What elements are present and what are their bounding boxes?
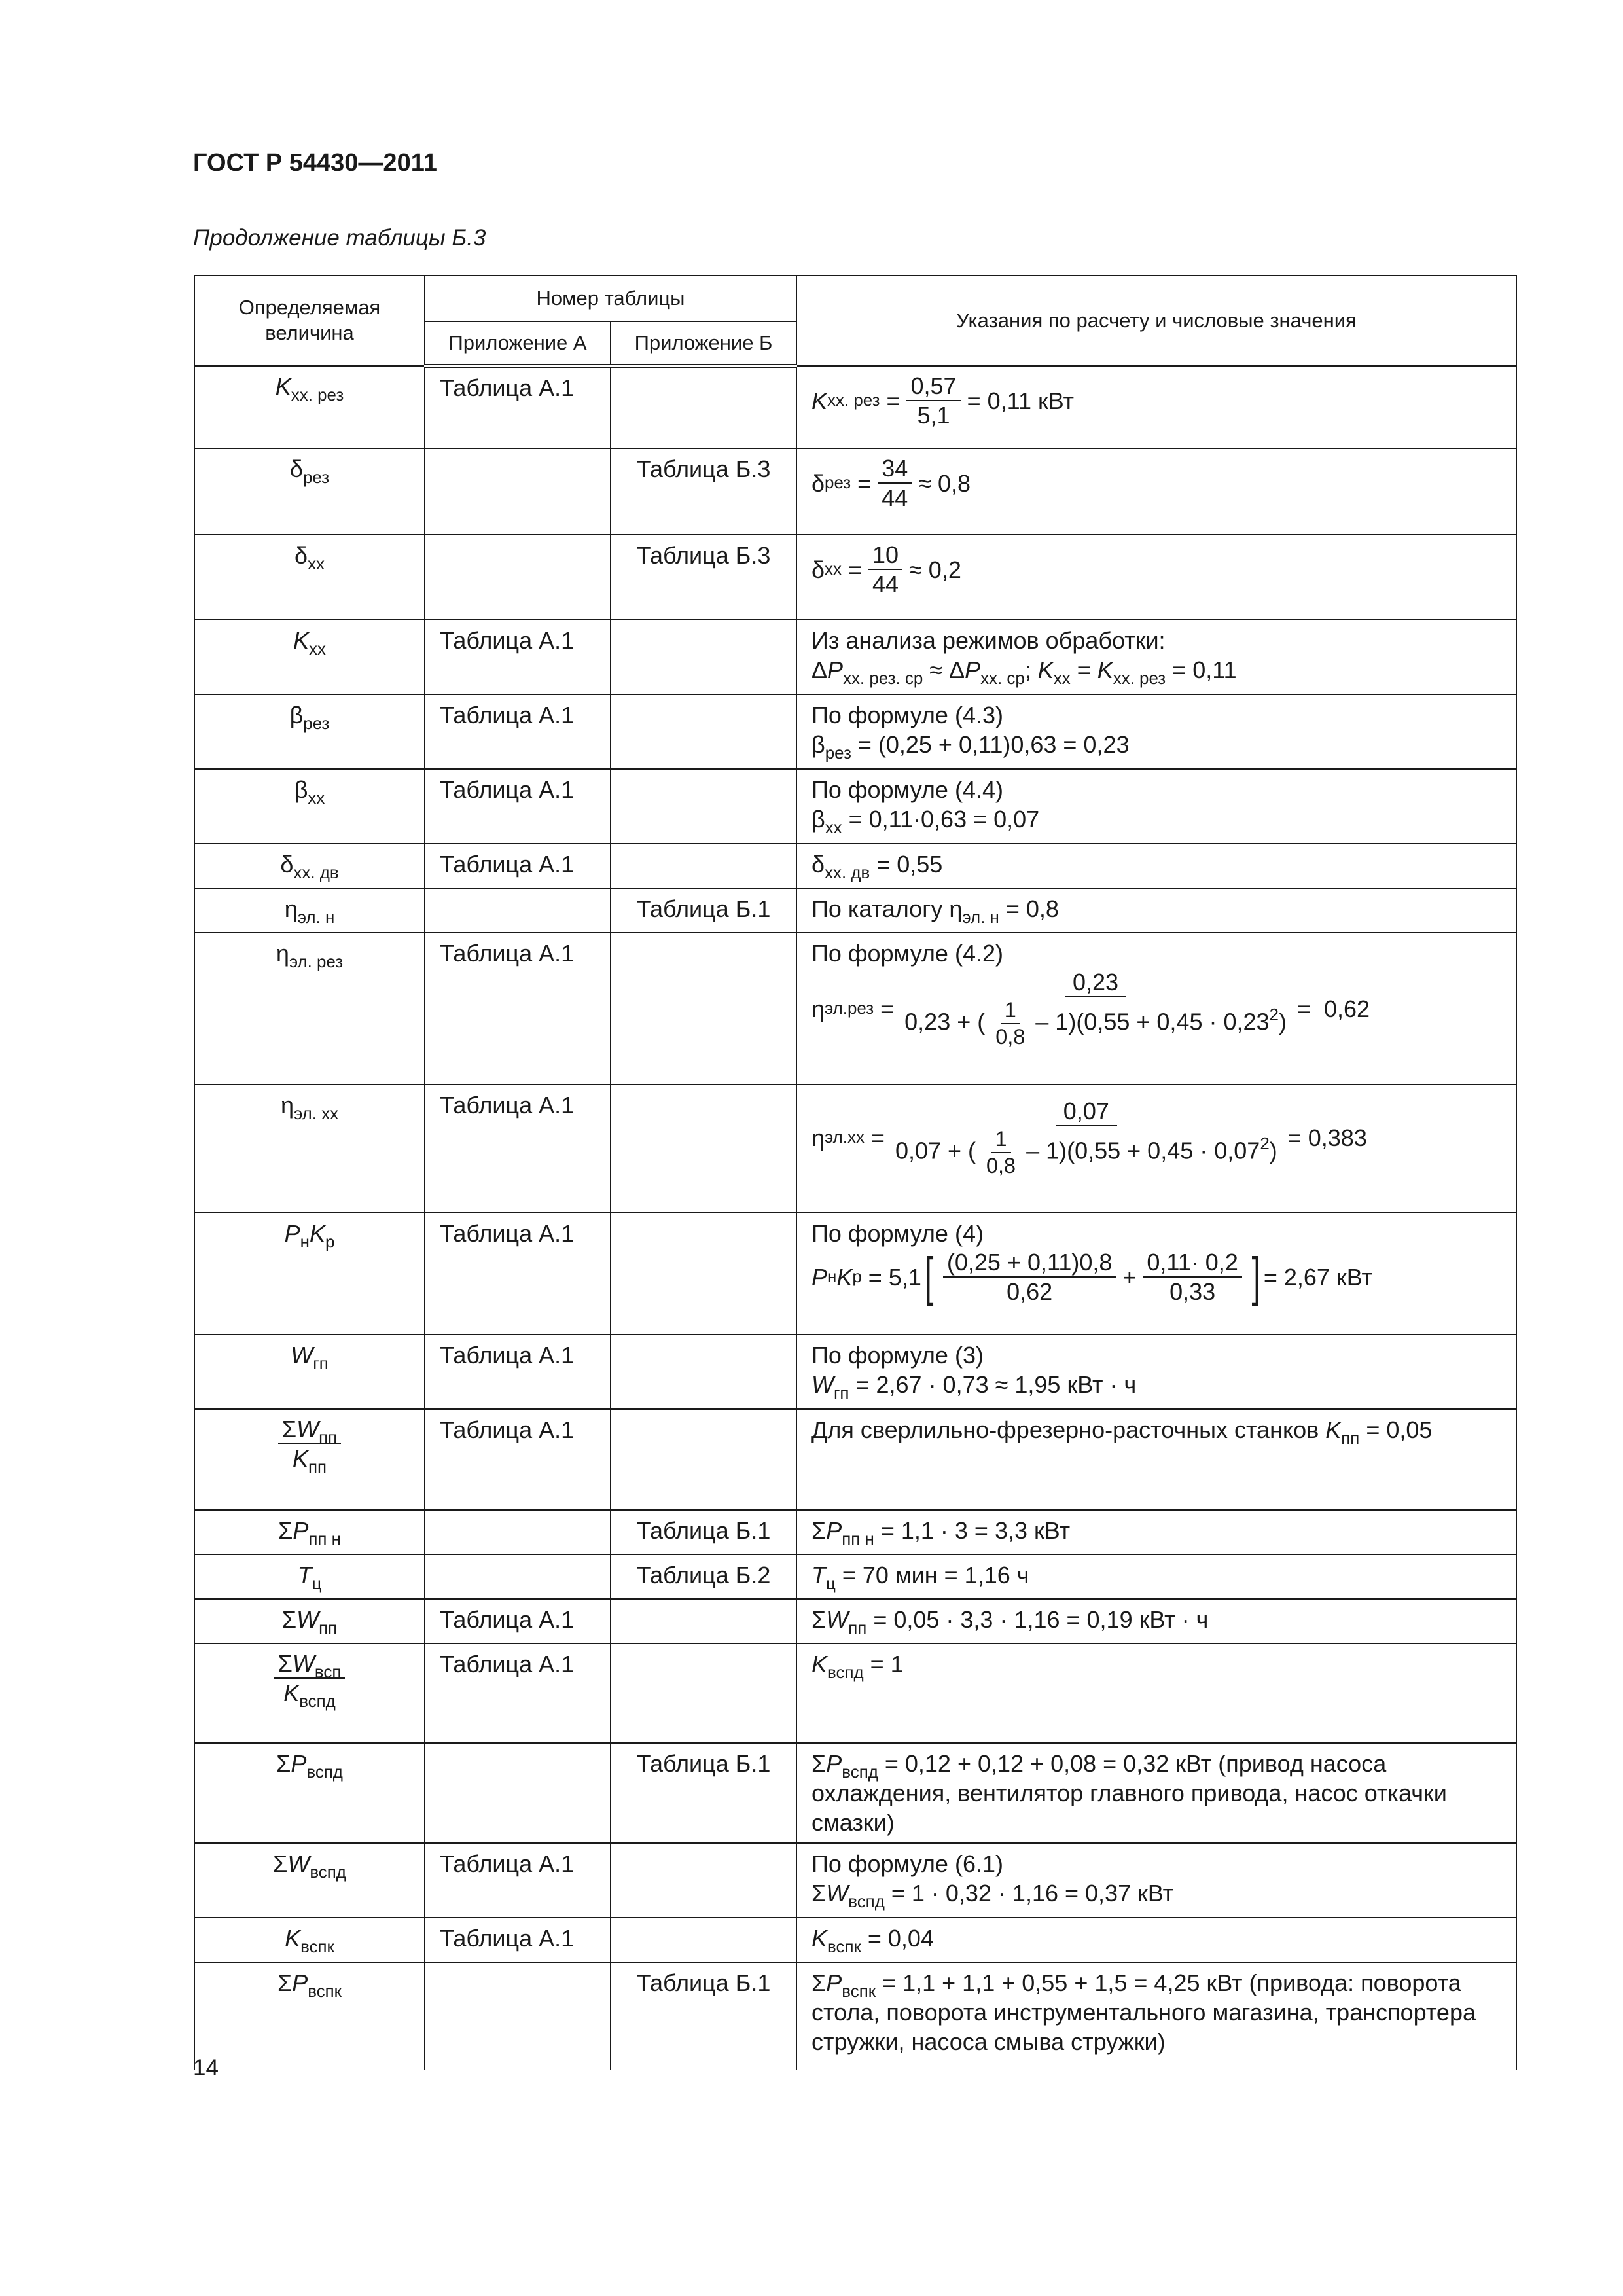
- appendix-b-cell: [611, 1643, 796, 1743]
- quantity-cell: $\eta_{эл. хх}$: [194, 1085, 425, 1213]
- appendix-a-cell: [425, 1962, 611, 2070]
- table-row: [194, 448, 1516, 535]
- appendix-a-cell: Таблица А.1: [425, 769, 611, 844]
- table-row: [194, 366, 1516, 448]
- appendix-b-cell: Таблица Б.3: [611, 535, 796, 620]
- appendix-b-cell: [611, 769, 796, 844]
- table-row: [194, 694, 1516, 769]
- notes-cell: По формуле (4.3) $\beta_{рез} = (0,25 + 0,11)0,63 = 0,23$: [796, 694, 1516, 769]
- notes-cell: $T_ц = 70$ мин = 1,16 ч: [796, 1554, 1516, 1599]
- table-row: [194, 620, 1516, 694]
- appendix-a-cell: Таблица А.1: [425, 1599, 611, 1643]
- appendix-a-cell: [425, 888, 611, 933]
- appendix-b-cell: [611, 1409, 796, 1510]
- table-row: [194, 535, 1516, 620]
- appendix-a-cell: Таблица А.1: [425, 694, 611, 769]
- table-row: [194, 1510, 1516, 1554]
- appendix-a-cell: [425, 1743, 611, 1843]
- quantity-cell: $K_{хх}$: [194, 620, 425, 694]
- notes-cell: По формуле (4) P н K р = 5,1 [ $\frac{(0,25 + 0,11)0,8}{0,62}$ + $\frac{0,11\cdot 0,2}{0,33}$ ] = 2,67 кВт: [796, 1213, 1516, 1335]
- table-row: [194, 1085, 1516, 1213]
- table-row: [194, 844, 1516, 888]
- table-row: [194, 1554, 1516, 1599]
- notes-cell: По формуле (4.4) $\beta_{хх} = 0,11\cdot 0,63 = 0,07$: [796, 769, 1516, 844]
- quantity-cell: $\beta_{рез}$: [194, 694, 425, 769]
- notes-cell: Для сверлильно-фрезерно-расточных станков $K_{пп} = 0,05$: [796, 1409, 1516, 1510]
- formula-ref: По формуле (4.3): [812, 702, 1003, 728]
- notes-cell: $K_{вспк} = 0,04$: [796, 1918, 1516, 1962]
- appendix-a-cell: Таблица А.1: [425, 1085, 611, 1213]
- appendix-b-cell: Таблица Б.2: [611, 1554, 796, 1599]
- formula-ref: По формуле (6.1): [812, 1850, 1003, 1877]
- document-title: ГОСТ Р 54430—2011: [193, 149, 437, 177]
- quantity-cell: $\eta_{эл. рез}$: [194, 933, 425, 1085]
- appendix-b-cell: [611, 933, 796, 1085]
- notes-cell: $\Sigma W_{пп} = 0,05 \cdot 3,3 \cdot 1,16 = 0,19$ кВт · ч: [796, 1599, 1516, 1643]
- calculation-table: [194, 275, 1517, 2070]
- appendix-b-cell: [611, 694, 796, 769]
- quantity-cell: $\Sigma P_{вспд}$: [194, 1743, 425, 1843]
- notes-cell: По каталогу $\eta_{эл. н} = 0,8$: [796, 888, 1516, 933]
- table-row: [194, 933, 1516, 1085]
- table-row: [194, 1409, 1516, 1510]
- appendix-a-cell: Таблица А.1: [425, 1213, 611, 1335]
- catalog-text: По каталогу: [812, 895, 943, 922]
- appendix-b-cell: [611, 366, 796, 448]
- table-row: [194, 769, 1516, 844]
- table-row: [194, 1962, 1516, 2070]
- quantity-cell: $\Sigma W_{вспд}$: [194, 1843, 425, 1918]
- notes-cell: $\Sigma P_{вспк} = 1,1 + 1,1 + 0,55 + 1,5 = 4,25$ кВт (привода: поворота стола, поворота инструментального магазина, транспортера стружки, насоса смыва стружки): [796, 1962, 1516, 2070]
- quantity-cell: $\Sigma P_{пп н}$: [194, 1510, 425, 1554]
- page-number: 14: [193, 2055, 219, 2081]
- appendix-b-cell: Таблица Б.1: [611, 1510, 796, 1554]
- appendix-a-cell: [425, 535, 611, 620]
- header-quantity: Определяемая величина: [194, 276, 425, 366]
- appendix-b-cell: [611, 1843, 796, 1918]
- notes-cell: По формуле (3) $W_{гп} = 2,67 \cdot 0,73 \approx 1,95$ кВт · ч: [796, 1335, 1516, 1409]
- appendix-a-cell: Таблица А.1: [425, 844, 611, 888]
- appendix-b-cell: [611, 1213, 796, 1335]
- quantity-cell: $T_ц$: [194, 1554, 425, 1599]
- appendix-a-cell: Таблица А.1: [425, 1335, 611, 1409]
- formula-ref: По формуле (4.4): [812, 776, 1003, 803]
- appendix-a-cell: Таблица А.1: [425, 366, 611, 448]
- appendix-b-cell: [611, 1335, 796, 1409]
- quantity-cell: $\frac{\Sigma W_{пп}}{K_{пп}}$: [194, 1409, 425, 1510]
- quantity-cell: $\frac{\Sigma W_{всп}}{K_{вспд}}$: [194, 1643, 425, 1743]
- appendix-a-cell: Таблица А.1: [425, 933, 611, 1085]
- quantity-cell: $\beta_{хх}$: [194, 769, 425, 844]
- table-row: [194, 1643, 1516, 1743]
- quantity-cell: $\delta_{хх. дв}$: [194, 844, 425, 888]
- quantity-cell: $K_{вспк}$: [194, 1918, 425, 1962]
- appendix-a-cell: [425, 448, 611, 535]
- header-notes: Указания по расчету и числовые значения: [796, 276, 1516, 366]
- appendix-b-cell: [611, 1599, 796, 1643]
- machine-type-text: Для сверлильно-фрезерно-расточных станков: [812, 1416, 1319, 1443]
- table-row: [194, 1843, 1516, 1918]
- quantity-cell: $\Sigma W_{пп}$: [194, 1599, 425, 1643]
- notes-cell: $\Sigma P_{пп н} = 1,1 \cdot 3 = 3,3$ кВт: [796, 1510, 1516, 1554]
- appendix-a-cell: Таблица А.1: [425, 1918, 611, 1962]
- formula-ref: По формуле (3): [812, 1342, 984, 1369]
- formula-ref: По формуле (4): [812, 1220, 984, 1247]
- appendix-b-cell: [611, 1085, 796, 1213]
- quantity-cell: $\eta_{эл. н}$: [194, 888, 425, 933]
- appendix-a-cell: Таблица А.1: [425, 620, 611, 694]
- notes-cell: δ хх = $\frac{10}{44}$ ≈ 0,2: [796, 535, 1516, 620]
- table-row: [194, 1918, 1516, 1962]
- appendix-a-cell: Таблица А.1: [425, 1643, 611, 1743]
- appendix-a-cell: [425, 1510, 611, 1554]
- quantity-cell: $K_{хх. рез}$: [194, 366, 425, 448]
- aux-drives-text: (привод насоса охлаждения, вентилятор главного привода, насос откачки смазки): [812, 1750, 1447, 1836]
- appendix-b-cell: [611, 620, 796, 694]
- formula-ref: По формуле (4.2): [812, 940, 1003, 967]
- quantity-cell: $\delta_{рез}$: [194, 448, 425, 535]
- table-row: [194, 1213, 1516, 1335]
- notes-cell: $\delta_{хх. дв} = 0,55$: [796, 844, 1516, 888]
- notes-cell: η эл.хх = 0,07 0,07 + ( $\frac{1}{0,8}$ – $1)(0,55 + 0,45 \cdot 0,07^2)$ = 0,383: [796, 1085, 1516, 1213]
- table-row: [194, 888, 1516, 933]
- appendix-b-cell: Таблица Б.1: [611, 1962, 796, 2070]
- header-appendix-a: Приложение А: [425, 321, 611, 366]
- quantity-cell: $W_{гп}$: [194, 1335, 425, 1409]
- table-row: [194, 1599, 1516, 1643]
- table-continuation-caption: Продолжение таблицы Б.3: [193, 225, 486, 251]
- appendix-b-cell: [611, 844, 796, 888]
- quantity-cell: $\delta_{хх}$: [194, 535, 425, 620]
- notes-cell: Из анализа режимов обработки: $\Delta P_{хх. рез. ср} \approx \Delta P_{хх. ср}$; $K_{хх} = K_{хх. рез} = 0,11$: [796, 620, 1516, 694]
- appendix-b-cell: [611, 1918, 796, 1962]
- notes-cell: $\Sigma P_{вспд} = 0,12 + 0,12 + 0,08 = 0,32$ кВт (привод насоса охлаждения, вентилятор главного привода, насос откачки смазки): [796, 1743, 1516, 1843]
- notes-cell: По формуле (4.2) η эл.рез = 0,23 0,23 + ( $\frac{1}{0,8}$ – $1)(0,55 + 0,45 \cdot 0,23^2)$ = 0,62: [796, 933, 1516, 1085]
- notes-cell: $K_{вспд} = 1$: [796, 1643, 1516, 1743]
- notes-cell: K хх. рез = $\frac{0,57}{5,1}$ = 0,11 кВт: [796, 366, 1516, 448]
- appendix-b-cell: Таблица Б.3: [611, 448, 796, 535]
- notes-cell: По формуле (6.1) $\Sigma W_{вспд} = 1 \cdot 0,32 \cdot 1,16 = 0,37$ кВт: [796, 1843, 1516, 1918]
- notes-cell: δ рез = $\frac{34}{44}$ ≈ 0,8: [796, 448, 1516, 535]
- table-row: [194, 1335, 1516, 1409]
- header-table-number: Номер таблицы: [425, 276, 796, 321]
- aux-drives-text: (привода: поворота стола, поворота инструментального магазина, транспортера стружки, насоса смыва стружки): [812, 1969, 1476, 2055]
- quantity-cell: $P_нK_р$: [194, 1213, 425, 1335]
- appendix-b-cell: Таблица Б.1: [611, 1743, 796, 1843]
- appendix-a-cell: Таблица А.1: [425, 1843, 611, 1918]
- appendix-b-cell: Таблица Б.1: [611, 888, 796, 933]
- appendix-a-cell: Таблица А.1: [425, 1409, 611, 1510]
- analysis-text: Из анализа режимов обработки:: [812, 627, 1166, 654]
- quantity-cell: $\Sigma P_{вспк}$: [194, 1962, 425, 2070]
- table-row: [194, 1743, 1516, 1843]
- appendix-a-cell: [425, 1554, 611, 1599]
- header-appendix-b: Приложение Б: [611, 321, 796, 366]
